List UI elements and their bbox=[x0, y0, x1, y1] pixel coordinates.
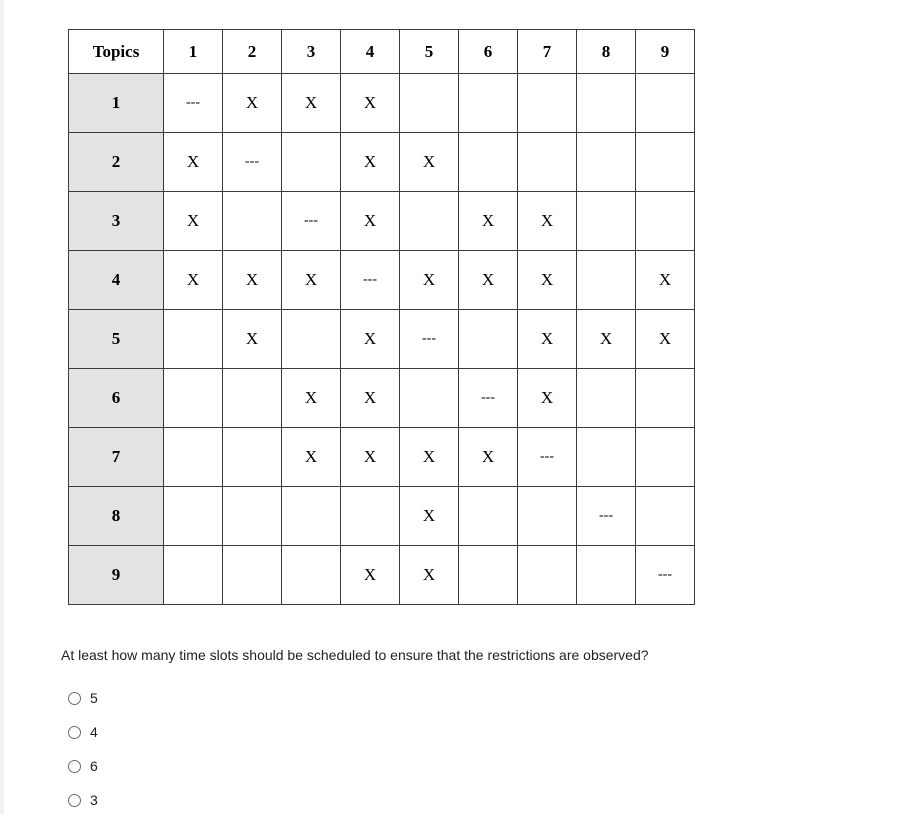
table-cell bbox=[636, 369, 695, 428]
row-header: 3 bbox=[69, 192, 164, 251]
table-cell bbox=[164, 369, 223, 428]
table-cell bbox=[400, 192, 459, 251]
conflict-mark: X bbox=[400, 251, 459, 310]
table-row bbox=[69, 546, 695, 605]
conflict-mark: X bbox=[223, 251, 282, 310]
table-cell bbox=[459, 487, 518, 546]
diagonal-dash: --- bbox=[636, 546, 695, 605]
table-row bbox=[69, 192, 695, 251]
row-header: 9 bbox=[69, 546, 164, 605]
conflict-mark: X bbox=[164, 251, 223, 310]
table-cell bbox=[459, 546, 518, 605]
conflict-mark: X bbox=[223, 310, 282, 369]
row-header: 1 bbox=[69, 74, 164, 133]
answer-option[interactable] bbox=[68, 715, 98, 749]
radio-button[interactable] bbox=[68, 692, 81, 705]
table-cell bbox=[164, 310, 223, 369]
answer-option-label: 4 bbox=[90, 724, 98, 740]
table-cell bbox=[636, 74, 695, 133]
column-header: 8 bbox=[577, 30, 636, 74]
row-header: 7 bbox=[69, 428, 164, 487]
conflict-mark: X bbox=[459, 192, 518, 251]
row-header: 2 bbox=[69, 133, 164, 192]
table-cell bbox=[164, 487, 223, 546]
table-cell bbox=[223, 487, 282, 546]
column-header: 9 bbox=[636, 30, 695, 74]
table-cell bbox=[223, 192, 282, 251]
table-cell bbox=[577, 369, 636, 428]
table-cell bbox=[518, 74, 577, 133]
table-cell bbox=[400, 74, 459, 133]
table-cell bbox=[636, 133, 695, 192]
row-header: 4 bbox=[69, 251, 164, 310]
diagonal-dash: --- bbox=[577, 487, 636, 546]
table-cell bbox=[459, 133, 518, 192]
conflict-mark: X bbox=[400, 546, 459, 605]
radio-button[interactable] bbox=[68, 794, 81, 807]
table-row bbox=[69, 251, 695, 310]
table-cell bbox=[282, 133, 341, 192]
conflict-mark: X bbox=[341, 369, 400, 428]
table-cell bbox=[577, 428, 636, 487]
column-header: 7 bbox=[518, 30, 577, 74]
table-header-row bbox=[69, 30, 695, 74]
conflict-mark: X bbox=[518, 251, 577, 310]
conflict-mark: X bbox=[282, 369, 341, 428]
answer-option[interactable] bbox=[68, 681, 98, 715]
radio-button[interactable] bbox=[68, 726, 81, 739]
conflict-mark: X bbox=[459, 428, 518, 487]
table-cell bbox=[577, 251, 636, 310]
table-row bbox=[69, 428, 695, 487]
table-cell bbox=[164, 546, 223, 605]
page-left-border bbox=[0, 0, 4, 814]
table-row bbox=[69, 369, 695, 428]
table-cell bbox=[223, 546, 282, 605]
table-cell bbox=[282, 487, 341, 546]
conflict-mark: X bbox=[341, 428, 400, 487]
column-header: 1 bbox=[164, 30, 223, 74]
conflict-mark: X bbox=[341, 192, 400, 251]
conflict-mark: X bbox=[341, 546, 400, 605]
table-cell bbox=[282, 546, 341, 605]
answer-options bbox=[68, 681, 98, 817]
column-header: 3 bbox=[282, 30, 341, 74]
diagonal-dash: --- bbox=[164, 74, 223, 133]
corner-header: Topics bbox=[69, 30, 164, 74]
table-cell bbox=[577, 74, 636, 133]
table-cell bbox=[223, 428, 282, 487]
conflict-mark: X bbox=[341, 74, 400, 133]
diagonal-dash: --- bbox=[459, 369, 518, 428]
conflict-mark: X bbox=[459, 251, 518, 310]
answer-option[interactable] bbox=[68, 783, 98, 817]
row-header: 8 bbox=[69, 487, 164, 546]
table-cell bbox=[518, 133, 577, 192]
answer-option-label: 3 bbox=[90, 792, 98, 808]
diagonal-dash: --- bbox=[223, 133, 282, 192]
diagonal-dash: --- bbox=[341, 251, 400, 310]
table-cell bbox=[636, 487, 695, 546]
conflict-mark: X bbox=[282, 74, 341, 133]
answer-option-label: 5 bbox=[90, 690, 98, 706]
table-cell bbox=[223, 369, 282, 428]
conflict-mark: X bbox=[164, 133, 223, 192]
column-header: 6 bbox=[459, 30, 518, 74]
table-cell bbox=[282, 310, 341, 369]
answer-option-label: 6 bbox=[90, 758, 98, 774]
column-header: 4 bbox=[341, 30, 400, 74]
table-row bbox=[69, 133, 695, 192]
diagonal-dash: --- bbox=[282, 192, 341, 251]
table-cell bbox=[341, 487, 400, 546]
conflict-mark: X bbox=[164, 192, 223, 251]
table-cell bbox=[400, 369, 459, 428]
conflict-mark: X bbox=[400, 133, 459, 192]
conflict-mark: X bbox=[400, 428, 459, 487]
conflict-mark: X bbox=[223, 74, 282, 133]
table-row bbox=[69, 487, 695, 546]
conflict-mark: X bbox=[282, 251, 341, 310]
table-cell bbox=[459, 74, 518, 133]
conflict-mark: X bbox=[341, 133, 400, 192]
conflict-mark: X bbox=[518, 369, 577, 428]
table-row bbox=[69, 74, 695, 133]
conflict-mark: X bbox=[636, 251, 695, 310]
diagonal-dash: --- bbox=[400, 310, 459, 369]
table-cell bbox=[459, 310, 518, 369]
conflict-mark: X bbox=[518, 310, 577, 369]
question-text: At least how many time slots should be scheduled to ensure that the restrictions are observed? bbox=[61, 647, 649, 663]
table-cell bbox=[577, 546, 636, 605]
row-header: 5 bbox=[69, 310, 164, 369]
diagonal-dash: --- bbox=[518, 428, 577, 487]
table-cell bbox=[577, 192, 636, 251]
column-header: 5 bbox=[400, 30, 459, 74]
table-cell bbox=[518, 487, 577, 546]
conflict-mark: X bbox=[400, 487, 459, 546]
conflict-mark: X bbox=[636, 310, 695, 369]
table-cell bbox=[636, 192, 695, 251]
answer-option[interactable] bbox=[68, 749, 98, 783]
row-header: 6 bbox=[69, 369, 164, 428]
conflict-mark: X bbox=[518, 192, 577, 251]
radio-button[interactable] bbox=[68, 760, 81, 773]
conflict-mark: X bbox=[341, 310, 400, 369]
table-cell bbox=[577, 133, 636, 192]
table-row bbox=[69, 310, 695, 369]
topic-conflict-table bbox=[68, 29, 695, 605]
conflict-mark: X bbox=[282, 428, 341, 487]
table-cell bbox=[164, 428, 223, 487]
table-cell bbox=[636, 428, 695, 487]
column-header: 2 bbox=[223, 30, 282, 74]
table-cell bbox=[518, 546, 577, 605]
conflict-mark: X bbox=[577, 310, 636, 369]
